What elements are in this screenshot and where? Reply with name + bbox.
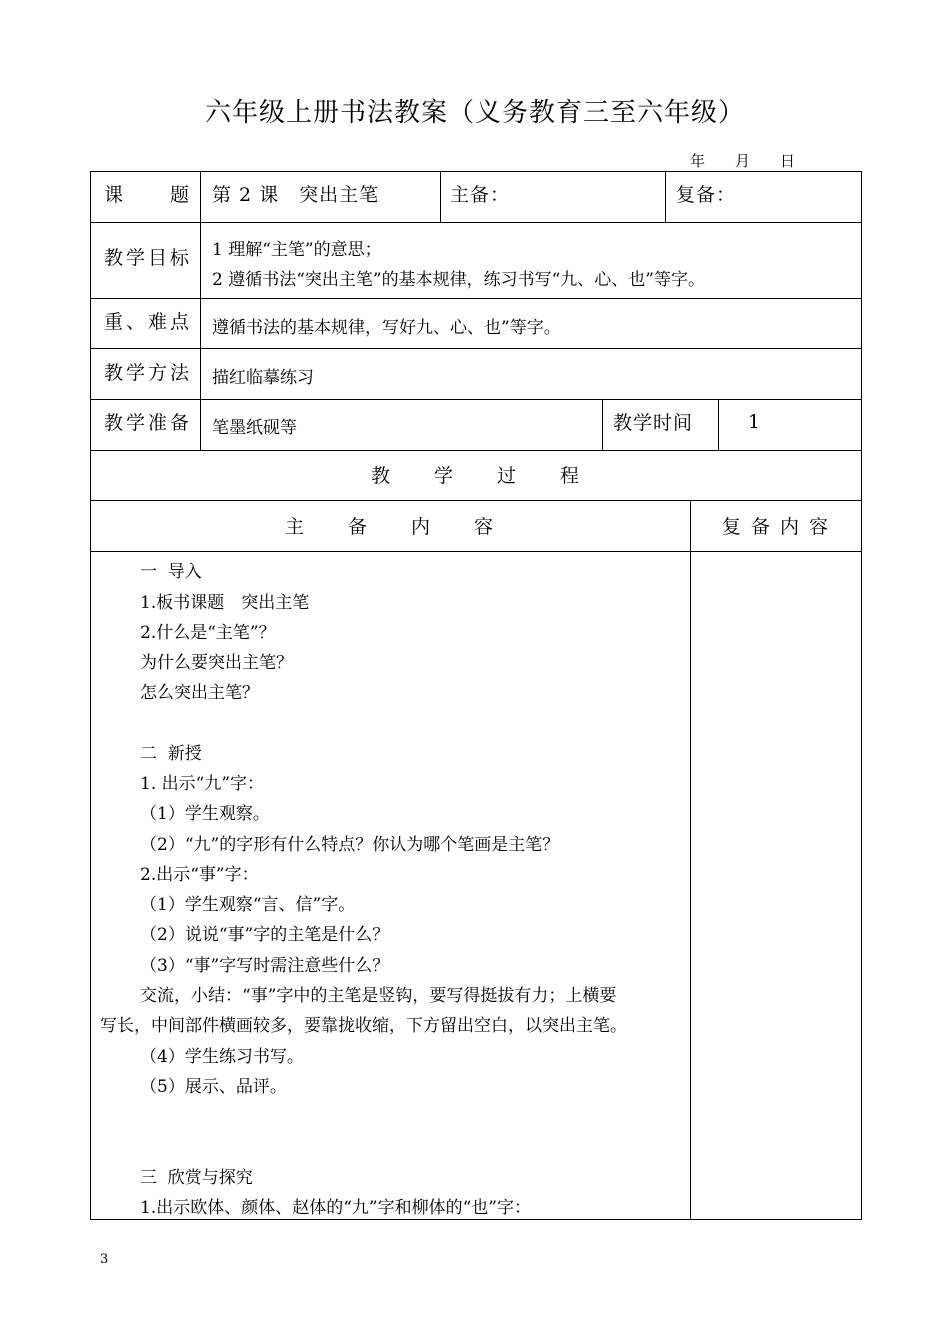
key-points-value: 遵循书法的基本规律，写好九、心、也”等字。 (212, 318, 561, 338)
re-content-header: 复 备 内 容 (721, 516, 831, 538)
method-value: 描红临摹练习 (212, 368, 314, 388)
method-label: 教学方法 (104, 362, 193, 384)
prep-value: 笔墨纸砚等 (212, 418, 297, 438)
content-line: 2.出示“事”字： (140, 865, 259, 885)
content-line: （4）学生练习书写。 (140, 1047, 304, 1067)
content-line: （5）展示、品评。 (140, 1077, 287, 1097)
topic-value: 第 2 课 突出主笔 (212, 184, 380, 206)
content-line: 二 新授 (140, 744, 202, 764)
re-prep-label: 复备： (676, 184, 737, 206)
page-number: 3 (100, 1252, 109, 1267)
main-content-header: 主 备 内 容 (284, 516, 495, 538)
content-line: 1.出示欧体、颜体、赵体的“九”字和柳体的“也”字： (140, 1198, 531, 1218)
content-line: （1）学生观察。 (140, 804, 270, 824)
content-line: （3）“事”字写时需注意些什么？ (140, 956, 390, 976)
content-line: 1. 出示“九”字： (140, 774, 265, 794)
objective-item: 1 理解“主笔”的意思； (212, 240, 382, 260)
content-line: 一 导入 (140, 562, 202, 582)
key-points-label: 重、难点 (104, 311, 193, 333)
content-line: 三 欣赏与探究 (140, 1168, 253, 1188)
content-line: 怎么突出主笔？ (140, 683, 259, 703)
content-line: 1.板书课题 突出主笔 (140, 593, 310, 613)
date-line: 年 月 日 (690, 152, 796, 170)
objectives-label: 教学目标 (104, 247, 193, 269)
content-line: （2）说说“事”字的主笔是什么？ (140, 925, 390, 945)
time-label: 教学时间 (613, 412, 694, 434)
content-line: 2.什么是“主笔”？ (140, 623, 276, 643)
content-line: 为什么要突出主笔？ (140, 653, 293, 673)
objective-item: 2 遵循书法“突出主笔”的基本规律，练习书写“九、心、也”等字。 (212, 270, 705, 290)
process-header: 教 学 过 程 (370, 465, 581, 487)
content-line: 交流，小结：“事”字中的主笔是竖钩，要写得挺拔有力；上横要 (140, 986, 617, 1006)
content-line: 写长，中间部件横画较多，要靠拢收缩，下方留出空白，以突出主笔。 (100, 1016, 627, 1036)
prep-label: 教学准备 (104, 412, 193, 434)
content-line: （1）学生观察“言、信”字。 (140, 895, 356, 915)
content-line: （2）“九”的字形有什么特点？你认为哪个笔画是主笔？ (140, 835, 560, 855)
topic-label: 课 题 (104, 184, 193, 206)
time-value: 1 (748, 411, 761, 433)
document-title: 六年级上册书法教案（义务教育三至六年级） (204, 98, 745, 128)
main-prep-label: 主备： (450, 184, 511, 206)
